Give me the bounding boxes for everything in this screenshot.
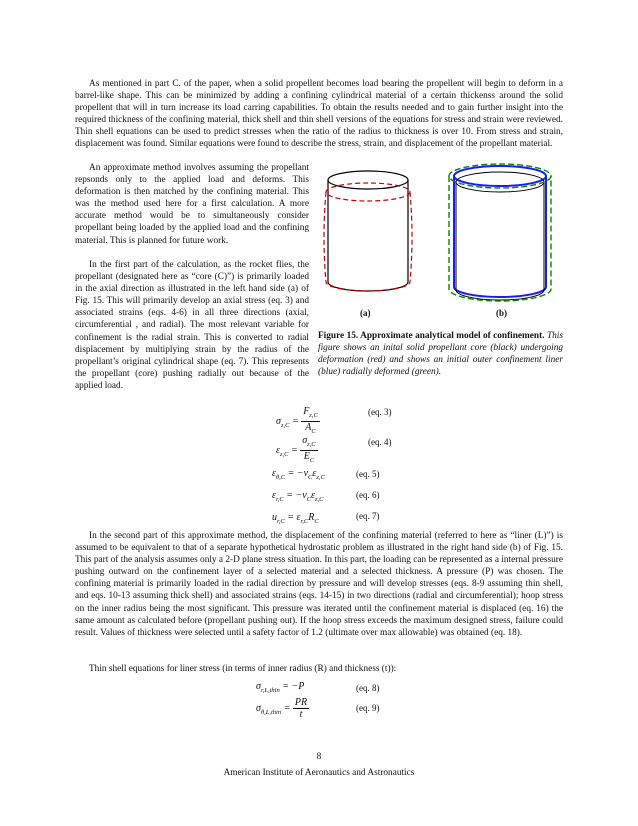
figure-15-drawing <box>318 162 564 322</box>
equation-9: $\sigma_{\theta,L,thin}$ = $\frac{PR}{t}$ <box>256 697 308 720</box>
equation-5-label: (eq. 5) <box>356 469 380 479</box>
liner-inner-top <box>456 172 544 192</box>
equation-6: $\varepsilon_{r,C} = -\nu_C\varepsilon_{z,C}$ <box>272 490 324 503</box>
equation-9-label: (eq. 9) <box>356 703 380 713</box>
figure-label-a: (a) <box>360 308 371 318</box>
liner-diagram <box>449 164 551 301</box>
equation-7: $u_{r,C} = \varepsilon_{r,C}R_C$ <box>272 512 319 525</box>
core-deformed <box>324 192 412 291</box>
liner-top <box>454 166 546 186</box>
equation-7-label: (eq. 7) <box>356 511 380 521</box>
equation-3: $\sigma_{z,C}$ = $\frac{F_{z,C}}{A_C}$ <box>276 406 318 435</box>
figure-caption-text: This figure shows an inital solid propellant core (black) undergoing deformation (red) and shows an initial outer confinement liner (blue) radially deformed (green). <box>318 331 563 378</box>
figure-label-b: (b) <box>496 308 507 318</box>
liner-inner <box>456 182 544 300</box>
liner-deformed <box>449 176 551 301</box>
figure-caption <box>318 330 563 378</box>
first-part-paragraph: In the first part of the calculation, as the rocket flies, the propellant (designated here as “core (C)”) is primarily loaded in the axial direction as illustrated in the left hand side (a) of Fig. 15. This will primarily develop an axial stress (eq. 3) and associated strains (eqs. 4-6) in all three directions (axial, circumferential , and radial). The most relevant variable for confinement is the radial strain. This is converted to radial displacement by multiplying strain by the radius of the propellant’s original cylindrical shape (eq. 7). This represents the propellant (core) pushing radially out because of the applied load. <box>75 260 309 391</box>
thin-shell-intro: Thin shell equations for liner stress (in terms of inner radius (R) and thickness (t)): <box>89 664 397 674</box>
intro-paragraph: As mentioned in part C. of the paper, when a solid propellent becomes load bearing the propellent will begin to deform in a barrel-like shape. This can be minimized by adding a confining cylindrical material of a certain thickenss around the solid propellent that will in turn increase its load carring capabilities. To obtain the results needed and to gain further insight into the required thickness of the confining material, thick shell and thin shell versions of the equations for stress and strain were reviewed. Thin shell equations can be used to predict stresses when the ratio of the radius to thickness is over 10. From stress and strain, displacement was found. Similar equations were found to describe the stress, strain, and displacement of the propellant material. <box>75 79 563 150</box>
core-diagram <box>324 171 412 291</box>
equation-8: $\sigma_{r,L,thin} = -P$ <box>256 681 305 694</box>
liner-initial <box>454 176 546 297</box>
approx-method-paragraph: An approximate method involves assuming the propellant repsonds only to the applied load and deforms. This deformation is then matched by the confining material. This was the method used here for a first calculation. A more accurate method would be to simultaneously consider propellant being loaded by the applied load and the confining material. This is planned for future work. <box>75 163 309 246</box>
footer-org: American Institute of Aeronautics and Astronautics <box>223 768 415 778</box>
core-top <box>328 171 408 189</box>
equation-8-label: (eq. 8) <box>356 683 380 693</box>
equation-4-label: (eq. 4) <box>368 437 392 447</box>
equation-5: $\varepsilon_{\theta,C} = -\nu_C\varepsilon_{z,C}$ <box>272 468 325 481</box>
figure-15 <box>318 162 564 322</box>
page-number: 8 <box>316 752 322 762</box>
equation-6-label: (eq. 6) <box>356 490 380 500</box>
equation-3-label: (eq. 3) <box>368 407 392 417</box>
second-part-paragraph: In the second part of this approximate method, the displacement of the confining material (referred to here as “liner (L)”) is assumed to be equivalent to that of a separate hypothetical hydrostatic problem as illustrated in the right hand side (b) of Fig. 15. This part of the analysis assumes only a 2-D plane stress situation. In this part, the loading can be represented as a internal pressure pushing outward on the confinement layer of a selected material and a selected thickness. A pressure (P) was chosen. The confining material is primarily loaded in the radial direction by pressure and will develop stresses (eqs. 8-9 assuming thin shell, and eqs. 10-13 assuming thick shell) and associated strains (eqs. 14-15) in two directions (radial and circumferential); hoop stress on the inner radius being the most significant. This pressure was iterated until the confinement material is displaced (eq. 16) the same amount as calculated before (propellant pushing out). If the hoop stress exceeds the maximum designed stress, failure could result. Values of thickness were selected until a safety factor of 1.2 (ultimate over max allowable) was obtained (eq. 18). <box>75 531 563 638</box>
core-initial <box>328 180 408 291</box>
figure-caption-title: Figure 15. Approximate analytical model of confinement. <box>318 331 545 341</box>
equation-4: $\varepsilon_{z,C}$ = $\frac{\sigma_{z,C}}{E_C}$ <box>276 435 316 464</box>
